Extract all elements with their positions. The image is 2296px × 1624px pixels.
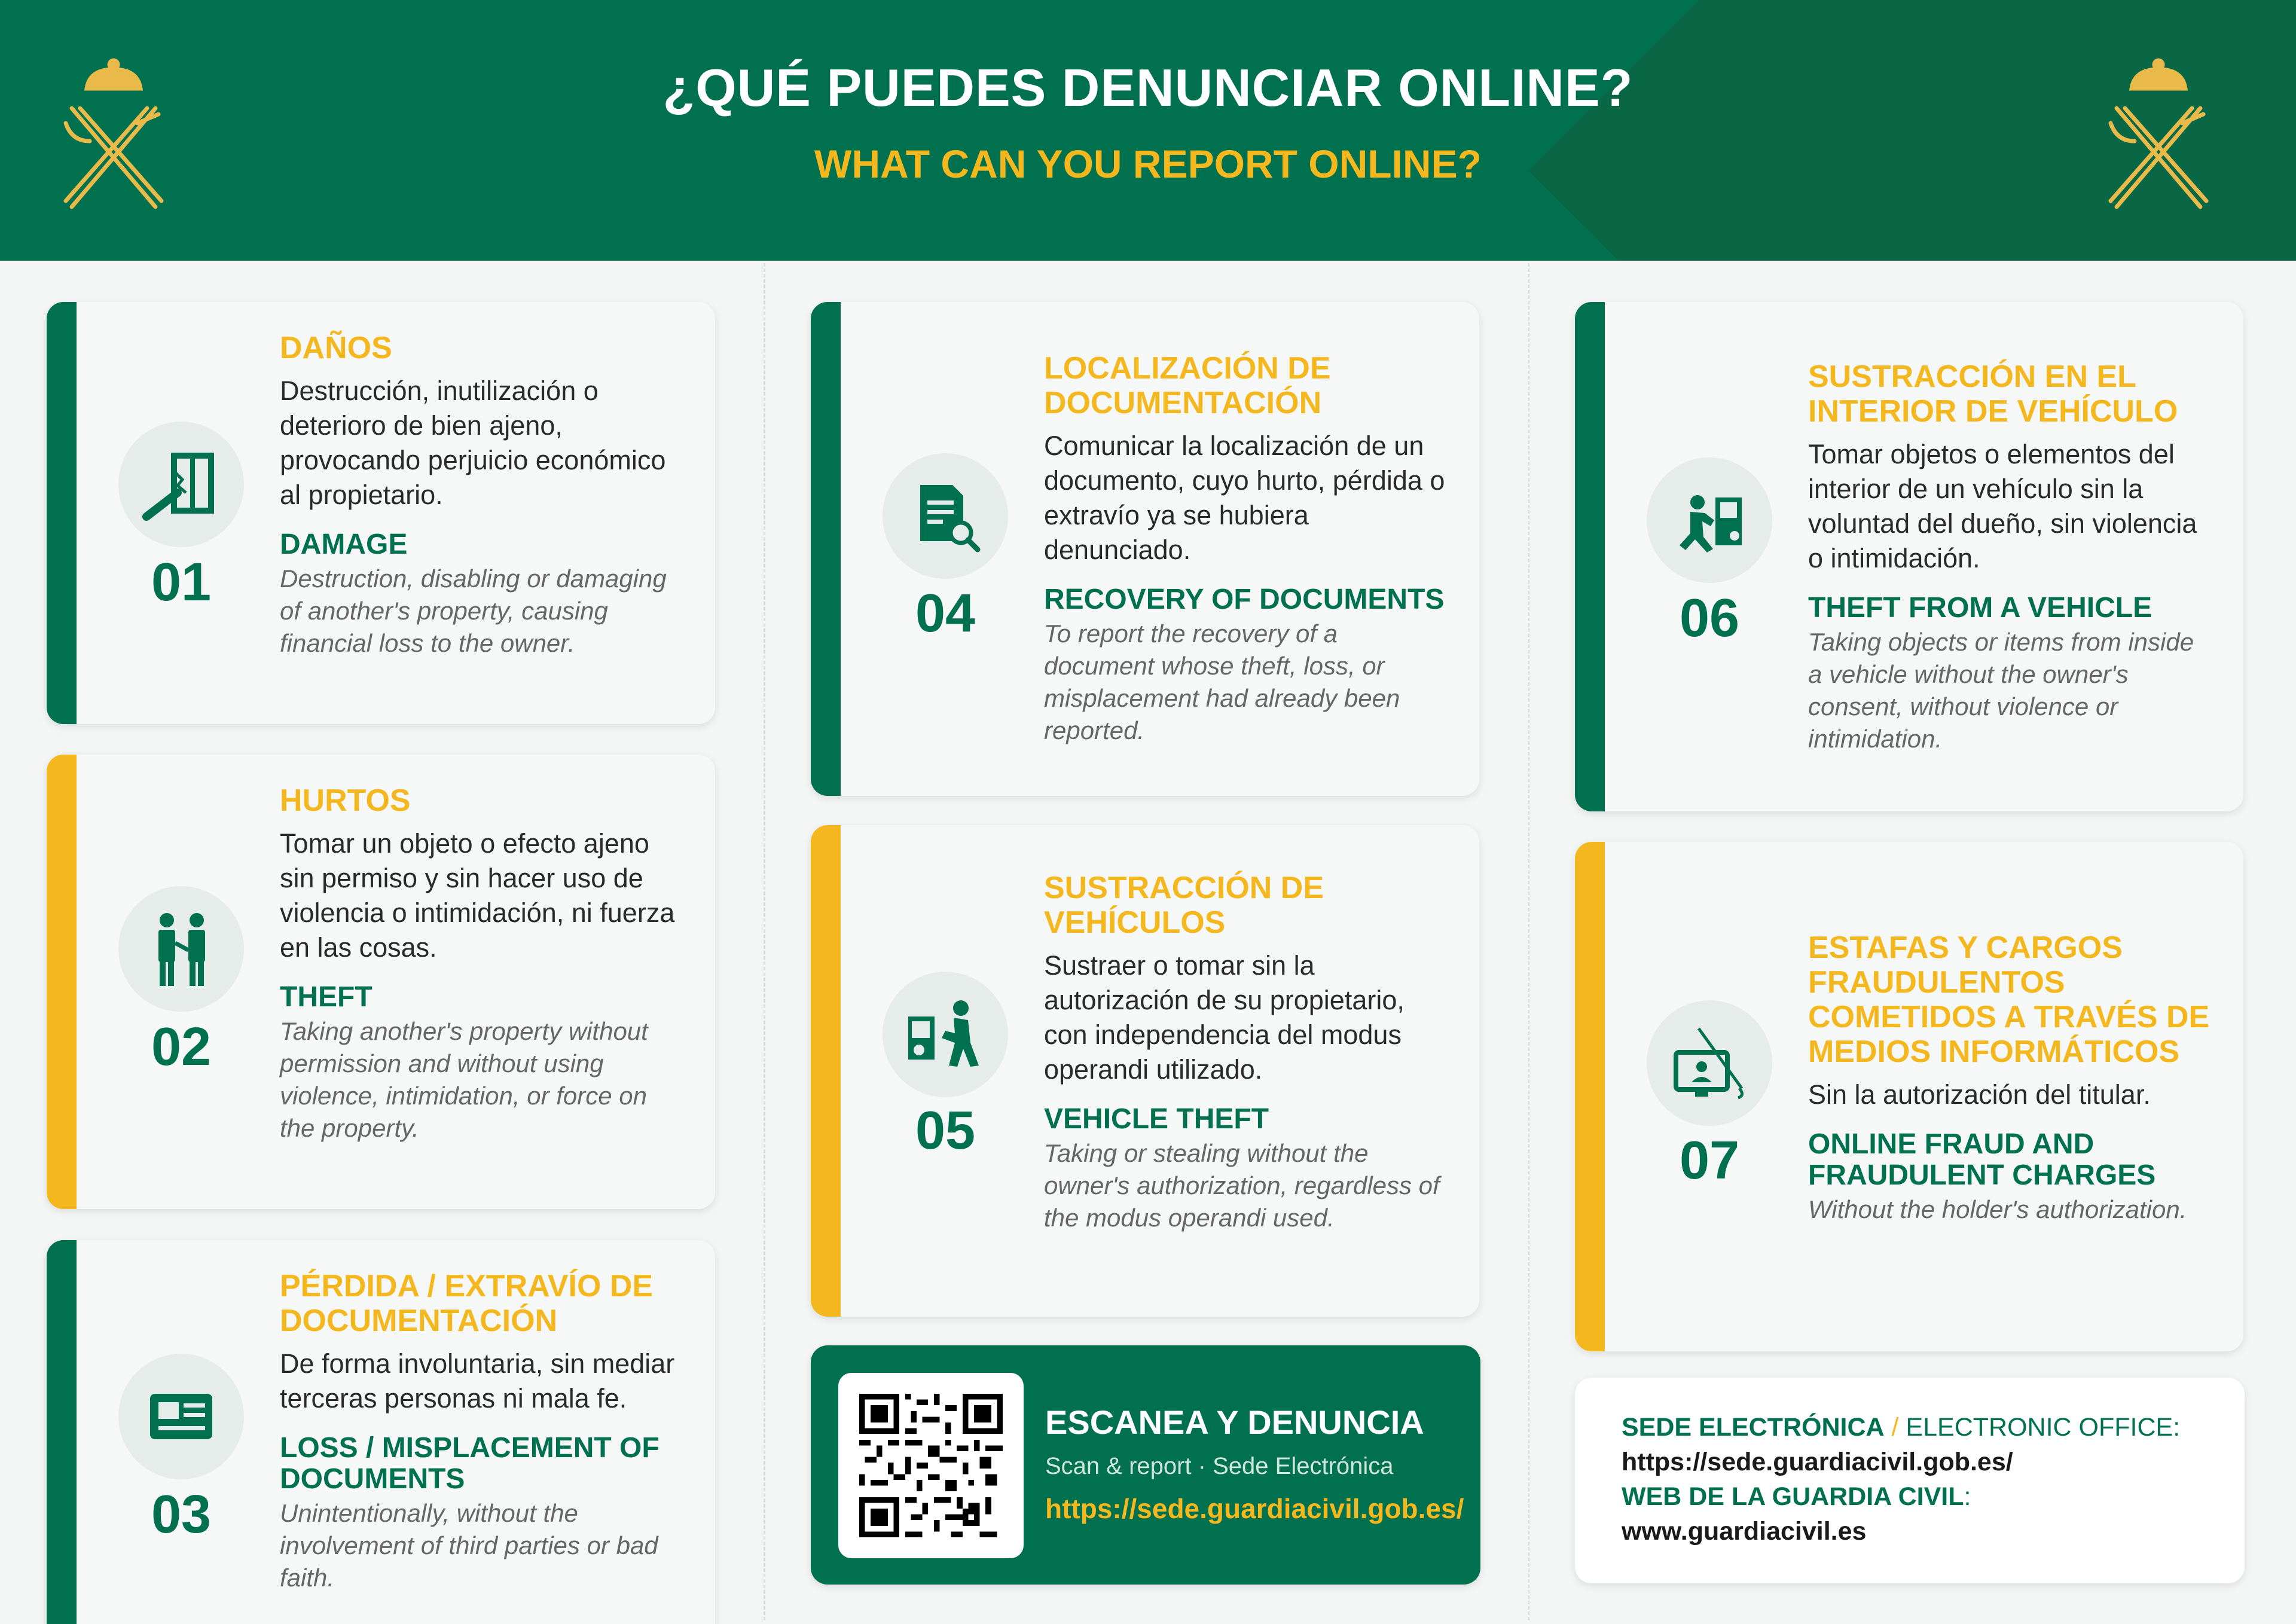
electronic-office-card [1575, 1378, 2245, 1583]
qr-card-link[interactable]: https://sede.guardiacivil.gob.es/ [1045, 1493, 1464, 1524]
card-number: 06 [1679, 588, 1740, 648]
card-icon-circle [883, 972, 1008, 1097]
card-icon-circle [118, 422, 244, 547]
card-content [1808, 359, 2215, 755]
sede-link[interactable]: https://sede.guardiacivil.gob.es/ [1622, 1448, 2013, 1476]
column-divider [764, 263, 765, 1620]
column-divider [1528, 263, 1529, 1620]
card-accent-bar [47, 755, 77, 1209]
pickpocket-icon [139, 907, 223, 991]
broken-door-icon [139, 442, 223, 526]
card-title-en: THEFT FROM A VEHICLE [1808, 592, 2152, 624]
card-title-en: ONLINE FRAUD AND FRAUDULENT CHARGES [1808, 1128, 2156, 1191]
web-label-colon: : [1964, 1482, 1971, 1511]
card-theft [47, 755, 715, 1209]
card-online-fraud [1575, 842, 2243, 1351]
card-text-es: Comunicar la localización de un documento, cuyo hurto, pérdida o extravío ya se hubiera denunciado. [1044, 431, 1445, 565]
card-content [280, 331, 686, 660]
page-title: ¿QUÉ PUEDES DENUNCIAR ONLINE? [662, 58, 1634, 117]
card-number: 03 [151, 1485, 212, 1544]
car-break-in-icon [1668, 478, 1751, 562]
web-label-line [1622, 1479, 2245, 1514]
card-title-en: VEHICLE THEFT [1044, 1103, 1269, 1135]
card-text-en: Unintentionally, without the involvement of third parties or bad faith. [280, 1499, 658, 1592]
card-text-en: Without the holder's authorization. [1808, 1195, 2187, 1223]
sede-url-line [1622, 1445, 2245, 1479]
card-text-es: Destrucción, inutilización o deterioro de bien ajeno, provocando perjuicio económico al propietario. [280, 376, 666, 510]
card-text-en: To report the recovery of a document whose theft, loss, or misplacement had already been reported. [1044, 619, 1400, 744]
card-number: 02 [151, 1017, 212, 1077]
card-title-es: DAÑOS [280, 331, 392, 365]
card-text-es: Sustraer o tomar sin la autorización de su propietario, con independencia del modus operandi utilizado. [1044, 950, 1405, 1085]
card-text-en: Taking or stealing without the owner's authorization, regardless of the modus operandi used. [1044, 1139, 1440, 1232]
card-text-es: Tomar objetos o elementos del interior de un vehículo sin la voluntad del dueño, sin violencia o intimidación. [1808, 439, 2197, 573]
card-number: 07 [1679, 1131, 1740, 1190]
card-content [280, 1269, 686, 1594]
card-damage [47, 302, 715, 724]
card-vehicle-theft [811, 825, 1479, 1317]
qr-card-subtitle: Scan & report · Sede Electrónica [1045, 1453, 1394, 1479]
card-title-es: SUSTRACCIÓN DE VEHÍCULOS [1044, 871, 1324, 940]
page-header [0, 0, 2296, 261]
card-accent-bar [811, 825, 841, 1317]
car-thief-icon [903, 993, 987, 1076]
card-content [1808, 930, 2215, 1226]
card-icon-circle [118, 886, 244, 1012]
card-text-en: Destruction, disabling or damaging of another's property, causing financial loss to the owner. [280, 564, 667, 657]
document-search-icon [903, 474, 987, 558]
card-title-en: RECOVERY OF DOCUMENTS [1044, 584, 1445, 615]
card-title-en: LOSS / MISPLACEMENT OF DOCUMENTS [280, 1432, 660, 1495]
id-card-icon [139, 1375, 223, 1458]
sede-label: SEDE ELECTRÓNICA [1622, 1413, 1885, 1442]
web-url-line [1622, 1514, 2245, 1549]
sede-label-line [1622, 1410, 2245, 1445]
card-content [280, 783, 686, 1144]
card-accent-bar [47, 302, 77, 724]
card-loss-documents [47, 1240, 715, 1624]
card-text-es: De forma involuntaria, sin mediar terceras personas ni mala fe. [280, 1348, 675, 1414]
qr-code-box[interactable] [838, 1373, 1024, 1558]
card-icon-circle [1647, 457, 1772, 583]
qr-card-title: ESCANEA Y DENUNCIA [1045, 1403, 1424, 1441]
card-text-en: Taking another's property without permission and without using violence, intimidation, or force on the property. [280, 1017, 648, 1142]
card-number: 01 [151, 552, 212, 612]
web-link[interactable]: www.guardiacivil.es [1622, 1517, 1867, 1546]
card-accent-bar [811, 302, 841, 796]
card-content [1044, 351, 1451, 747]
card-title-es: ESTAFAS Y CARGOS FRAUDULENTOS COMETIDOS A TRAVÉS DE MEDIOS INFORMÁTICOS [1808, 930, 2210, 1069]
card-accent-bar [1575, 302, 1605, 811]
card-text-es: Tomar un objeto o efecto ajeno sin permiso y sin hacer uso de violencia o intimidación, ni fuerza en las cosas. [280, 828, 675, 963]
phishing-computer-icon [1668, 1021, 1751, 1105]
page-subtitle: WHAT CAN YOU REPORT ONLINE? [814, 142, 1482, 186]
sede-separator: / [1884, 1413, 1906, 1442]
card-title-en: DAMAGE [280, 529, 408, 560]
card-theft-from-vehicle [1575, 302, 2243, 811]
card-title-es: PÉRDIDA / EXTRAVÍO DE DOCUMENTACIÓN [280, 1269, 654, 1338]
card-title-es: SUSTRACCIÓN EN EL INTERIOR DE VEHÍCULO [1808, 359, 2178, 429]
qr-report-card [811, 1345, 1480, 1585]
card-accent-bar [1575, 842, 1605, 1351]
card-number: 04 [915, 584, 976, 643]
card-text-en: Taking objects or items from inside a vehicle without the owner's consent, without violence or intimidation. [1808, 628, 2194, 753]
card-title-es: HURTOS [280, 783, 411, 818]
qr-code-icon [859, 1394, 1003, 1537]
guardia-civil-emblem-right-icon [2099, 51, 2218, 213]
card-number: 05 [915, 1101, 976, 1161]
card-icon-circle [118, 1354, 244, 1479]
card-recovery-documents [811, 302, 1479, 796]
web-label: WEB DE LA GUARDIA CIVIL [1622, 1482, 1964, 1511]
card-title-es: LOCALIZACIÓN DE DOCUMENTACIÓN [1044, 351, 1331, 420]
card-content [1044, 871, 1451, 1234]
card-title-en: THEFT [280, 981, 373, 1013]
card-icon-circle [883, 453, 1008, 579]
card-text-es: Sin la autorización del titular. [1808, 1079, 2151, 1110]
card-accent-bar [47, 1240, 77, 1624]
sede-label-en: ELECTRONIC OFFICE: [1906, 1413, 2181, 1442]
card-icon-circle [1647, 1000, 1772, 1126]
